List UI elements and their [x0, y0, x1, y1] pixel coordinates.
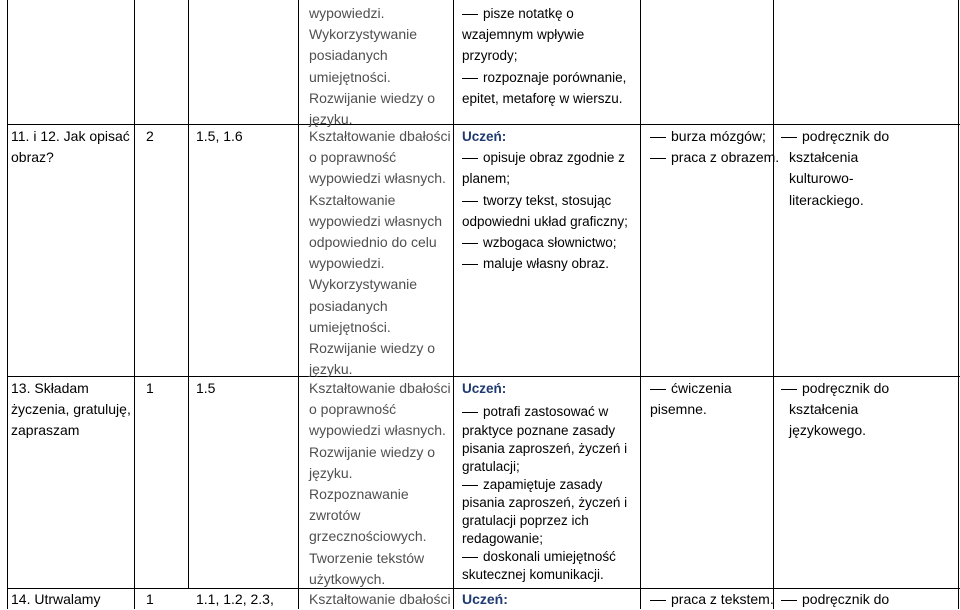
materials-cell-13	[781, 378, 957, 442]
requirements-14: 1.1, 1.2, 2.3,	[196, 591, 274, 607]
text-line: języku.	[309, 111, 353, 128]
dash-icon	[462, 412, 478, 413]
outcome-item: potrafi zastosować w	[462, 401, 638, 422]
text-line: Kształtowanie dbałości	[309, 128, 451, 144]
text-line: Kształtowanie	[309, 191, 396, 208]
text-line: użytkowych.	[309, 570, 386, 587]
dash-icon	[462, 264, 478, 265]
text-line: grzecznościowych.	[309, 528, 427, 545]
requirements-11: 1.5, 1.6	[196, 128, 243, 144]
text-line: redagowanie;	[462, 531, 544, 547]
text-line: Rozwijanie wiedzy o	[309, 340, 436, 357]
method-item: praca z obrazem.	[650, 147, 772, 168]
text-line: przyrody;	[462, 48, 518, 64]
dash-icon	[462, 201, 478, 202]
lesson-topic-14: 14. Utrwalamy	[11, 591, 101, 607]
text-line: Wykorzystywanie	[309, 26, 418, 43]
dash-icon	[650, 600, 666, 601]
outcome-item: zapamiętuje zasady	[462, 476, 638, 494]
text-line: gratulacji;	[462, 459, 520, 475]
text-line: praktyce poznane zasady	[462, 423, 616, 439]
outcome-item: pisze notatkę o	[462, 3, 638, 24]
material-item: podręcznik do	[781, 126, 957, 147]
methods-cell-13	[650, 378, 772, 420]
text-line: Tworzenie tekstów	[309, 549, 425, 566]
text-line: o poprawność	[309, 149, 397, 166]
text-line: pisania zaproszeń, życzeń i	[462, 441, 628, 457]
outcome-item: doskonali umiejętność	[462, 548, 638, 566]
text-line: o poprawność	[309, 401, 397, 418]
outcome-item: opisuje obraz zgodnie z	[462, 147, 638, 168]
outcome-item: tworzy tekst, stosując	[462, 190, 638, 211]
row-separator-1	[7, 124, 960, 125]
method-item: burza mózgów;	[650, 126, 772, 147]
text-line: Rozwijanie wiedzy o	[309, 443, 436, 460]
dash-icon	[781, 137, 797, 138]
text-line: Wykorzystywanie	[309, 276, 418, 293]
content-cell-13	[309, 378, 449, 590]
text-line: umiejętności.	[309, 318, 391, 335]
text-line: posiadanych	[309, 47, 388, 64]
text-line: pisania zaproszeń, życzeń i	[462, 495, 628, 511]
text-line: gratulacji poprzez ich	[462, 513, 589, 529]
text-line: zapraszam	[11, 422, 80, 439]
top-row-outcomes-cell	[462, 3, 638, 109]
text-line: obraz?	[11, 149, 54, 166]
text-line: wypowiedzi własnych.	[309, 422, 446, 439]
dash-icon	[781, 600, 797, 601]
dash-icon	[462, 485, 478, 486]
uczen-label: Uczeń:	[462, 381, 507, 396]
top-row-content-cell	[309, 3, 449, 130]
dash-icon	[462, 243, 478, 244]
lesson-topic-11	[11, 126, 133, 168]
text-line: literackiego.	[789, 191, 864, 208]
materials-cell-11	[781, 126, 957, 211]
content-cell-14: Kształtowanie dbałości	[309, 591, 451, 607]
text-line: kształcenia	[789, 149, 859, 166]
outcomes-cell-11	[462, 126, 638, 274]
dash-icon	[462, 78, 478, 79]
row-separator-2	[7, 376, 960, 377]
grid-line-col6	[773, 0, 774, 609]
text-line: epitet, metaforę w wierszu.	[462, 90, 623, 106]
text-line: odpowiednio do celu	[309, 234, 437, 251]
grid-line-col2	[188, 0, 189, 589]
text-line: odpowiedni układ graficzny;	[462, 213, 628, 229]
text-line: języku.	[309, 361, 353, 378]
text-line: wypowiedzi.	[309, 5, 385, 21]
text-line: Rozpoznawanie	[309, 486, 409, 503]
outcomes-cell-13	[462, 378, 638, 584]
dash-icon	[462, 158, 478, 159]
text-line: 13. Składam	[11, 380, 89, 396]
text-line: zwrotów	[309, 507, 361, 524]
text-line: wypowiedzi własnych	[309, 212, 443, 229]
text-line: języku.	[309, 464, 353, 481]
text-line: kulturowo-	[789, 170, 854, 187]
text-line: Rozwijanie wiedzy o	[309, 89, 436, 106]
dash-icon	[650, 158, 666, 159]
text-line: planem;	[462, 171, 511, 187]
requirements-13: 1.5	[196, 380, 216, 396]
dash-icon	[462, 14, 478, 15]
grid-line-col4	[453, 0, 454, 609]
grid-line-col5	[640, 0, 641, 609]
dash-icon	[462, 557, 478, 558]
text-line: pisemne.	[650, 401, 707, 418]
uczen-label: Uczeń:	[462, 591, 508, 607]
methods-cell-14: praca z tekstem.	[650, 589, 774, 610]
materials-cell-14: podręcznik do	[781, 589, 889, 610]
dash-icon	[650, 137, 666, 138]
content-cell-11	[309, 126, 449, 380]
outcome-item: wzbogaca słownictwo;	[462, 232, 638, 253]
uczen-label: Uczeń:	[462, 129, 507, 144]
methods-cell-11	[650, 126, 780, 168]
text-line: 11. i 12. Jak opisać	[11, 128, 130, 144]
text-line: kształcenia	[789, 401, 859, 418]
dash-icon	[781, 389, 797, 390]
text-line: wypowiedzi.	[309, 255, 385, 272]
text-line: życzenia, gratuluję,	[11, 401, 131, 418]
dash-icon	[650, 389, 666, 390]
text-line: skutecznej komunikacji.	[462, 567, 604, 583]
text-line: wzajemnym wpływie	[462, 27, 585, 43]
material-item: podręcznik do	[781, 378, 957, 399]
grid-line-col3	[298, 0, 299, 609]
lesson-topic-13	[11, 378, 133, 442]
hours-11: 2	[146, 128, 154, 144]
method-item: ćwiczenia	[650, 378, 772, 399]
outcome-item: maluje własny obraz.	[462, 253, 638, 274]
grid-line-left	[7, 0, 8, 609]
text-line: umiejętności.	[309, 68, 391, 85]
hours-14: 1	[146, 591, 154, 607]
outcome-item: rozpoznaje porównanie,	[462, 67, 638, 88]
grid-line-col1	[134, 0, 135, 609]
text-line: Kształtowanie dbałości	[309, 380, 451, 396]
text-line: wypowiedzi własnych.	[309, 170, 446, 187]
grid-line-right	[958, 0, 959, 609]
text-line: posiadanych	[309, 297, 388, 314]
hours-13: 1	[146, 380, 154, 396]
text-line: językowego.	[789, 422, 867, 439]
